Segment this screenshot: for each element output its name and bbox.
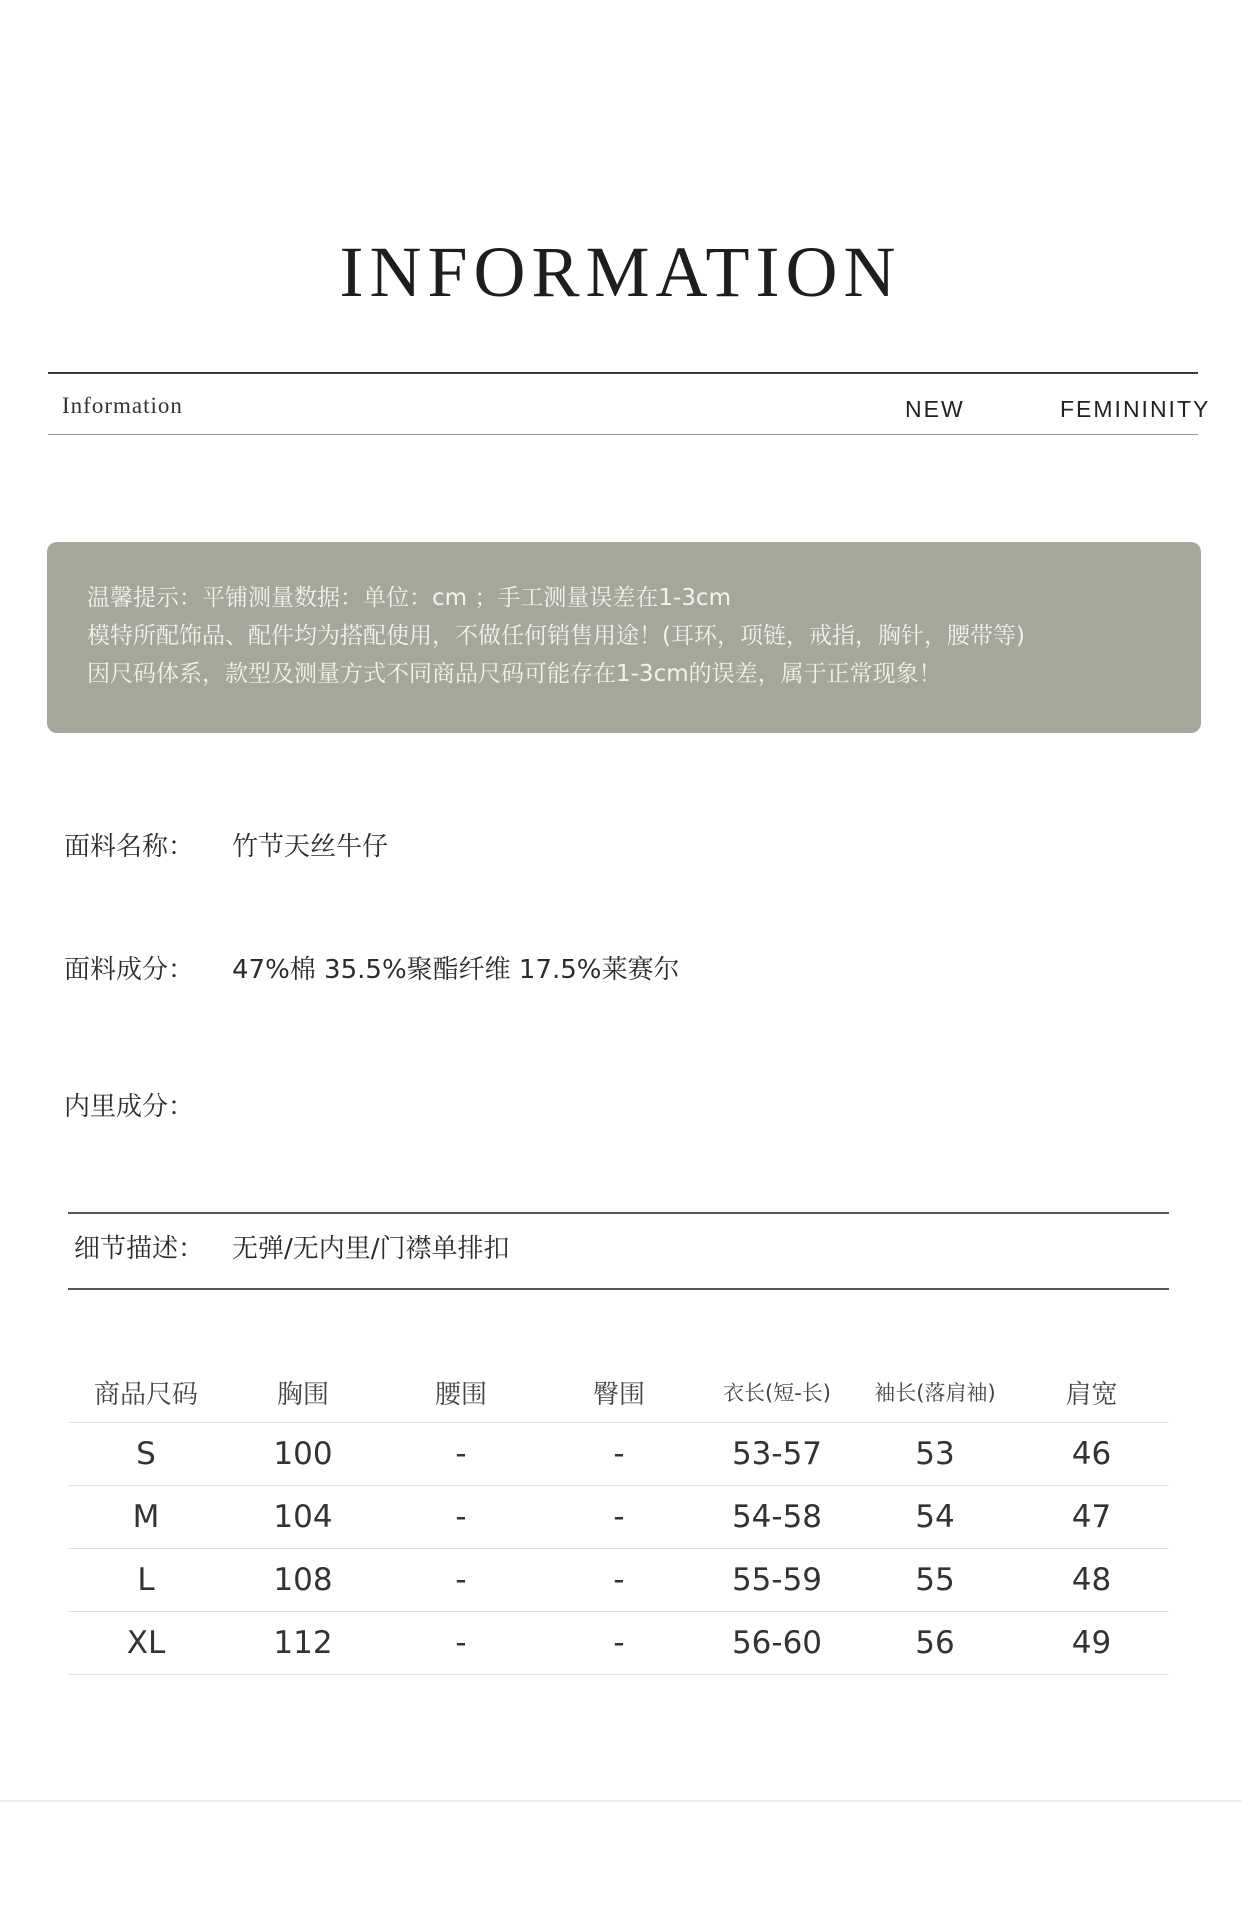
cell-hip: - [613, 1499, 625, 1535]
notice-line-size-variance: 因尺码体系，款型及测量方式不同商品尺码可能存在1-3cm的误差，属于正常现象！ [87, 661, 942, 687]
cell-hip: - [613, 1625, 625, 1661]
header-waist: 腰围 [434, 1379, 487, 1410]
header-sleeve: 袖长(落肩袖) [874, 1381, 996, 1405]
cell-sleeve: 53 [915, 1436, 955, 1472]
header-shoulder: 肩宽 [1065, 1379, 1118, 1410]
header-length: 衣长(短-长) [723, 1381, 831, 1405]
size-table-header [68, 1362, 1169, 1423]
header-bottom-divider [48, 434, 1198, 435]
page-title: INFORMATION [339, 232, 902, 312]
fabric-name-label: 面料名称： [64, 832, 195, 862]
cell-waist: - [455, 1499, 467, 1535]
cell-chest: 104 [273, 1499, 333, 1535]
header-top-divider [48, 372, 1198, 374]
subtitle-femininity: FEMININITY [1060, 396, 1211, 422]
cell-hip: - [613, 1436, 625, 1472]
fabric-composition-value: 47%棉 35.5%聚酯纤维 17.5%莱赛尔 [232, 955, 680, 985]
cell-waist: - [455, 1562, 467, 1598]
cell-sleeve: 54 [915, 1499, 955, 1535]
cell-length: 55-59 [731, 1562, 823, 1598]
cell-waist: - [455, 1625, 467, 1661]
cell-shoulder: 46 [1071, 1436, 1112, 1472]
details-value: 无弹/无内里/门襟单排扣 [232, 1234, 510, 1264]
cell-sleeve: 55 [915, 1562, 955, 1598]
cell-chest: 108 [273, 1562, 333, 1598]
cell-length: 56-60 [731, 1625, 823, 1661]
cell-chest: 112 [273, 1625, 333, 1661]
cell-shoulder: 48 [1071, 1562, 1112, 1598]
cell-sleeve: 56 [915, 1625, 955, 1661]
cell-size: L [137, 1562, 155, 1598]
notice-line-accessories: 模特所配饰品、配件均为搭配使用，不做任何销售用途！(耳环，项链，戒指，胸针，腰带等) [87, 623, 1025, 649]
cell-length: 54-58 [731, 1499, 823, 1535]
details-top-divider [68, 1212, 1169, 1214]
cell-size: XL [126, 1625, 166, 1661]
cell-waist: - [455, 1436, 467, 1472]
cell-size: M [132, 1499, 160, 1535]
details-bottom-divider [68, 1288, 1169, 1290]
notice-line-units: 温馨提示：平铺测量数据：单位：cm ；手工测量误差在1-3cm [87, 585, 731, 611]
table-row [68, 1612, 1169, 1675]
fabric-composition-label: 面料成分： [64, 955, 195, 985]
page-bottom-divider [0, 1800, 1241, 1802]
cell-hip: - [613, 1562, 625, 1598]
subtitle-information: Information [62, 393, 183, 418]
table-row [68, 1486, 1169, 1549]
cell-shoulder: 49 [1071, 1625, 1112, 1661]
cell-length: 53-57 [731, 1436, 823, 1472]
notice-box [47, 542, 1201, 733]
header-chest: 胸围 [276, 1379, 329, 1410]
cell-size: S [136, 1436, 156, 1472]
header-size: 商品尺码 [93, 1379, 198, 1410]
table-row [68, 1423, 1169, 1486]
subtitle-new: NEW [905, 396, 965, 422]
details-label: 细节描述： [74, 1234, 205, 1264]
header-hip: 臀围 [592, 1379, 645, 1410]
fabric-name-value: 竹节天丝牛仔 [232, 832, 389, 862]
size-table [68, 1362, 1169, 1675]
table-row [68, 1549, 1169, 1612]
lining-label: 内里成分： [64, 1092, 195, 1122]
cell-shoulder: 47 [1071, 1499, 1112, 1535]
cell-chest: 100 [273, 1436, 333, 1472]
